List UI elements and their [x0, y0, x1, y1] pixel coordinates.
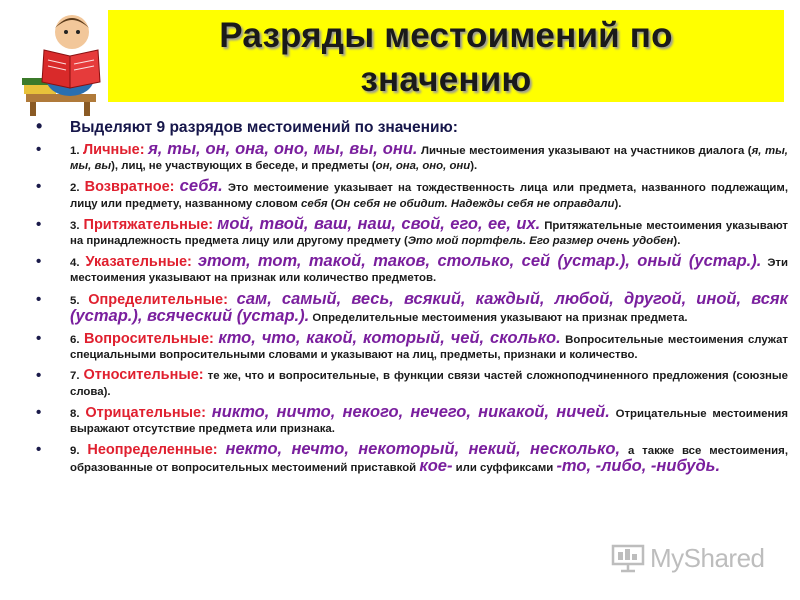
- description-text: те же, что и вопросительные, в функции связи частей сложноподчиненного предложения (союзные слова).: [70, 370, 788, 398]
- category-name: Вопросительные: [83, 331, 210, 348]
- category-examples: мой, твой, ваш, наш, свой, его, ее, их.: [217, 214, 541, 233]
- category-separator: :: [209, 331, 214, 348]
- description-text: Отрицательные местоимения выражают отсутствие предмета или признака.: [70, 407, 789, 436]
- category-description: [309, 312, 687, 324]
- example-italic: себя: [301, 197, 328, 210]
- description-text: ).: [673, 235, 681, 248]
- item-number: 3.: [70, 219, 80, 232]
- intro-text: Выделяют 9 разрядов местоимений по значению:: [70, 119, 458, 136]
- category-separator: :: [212, 442, 218, 459]
- category-separator: :: [223, 291, 228, 308]
- bullet-dot: •: [36, 290, 42, 308]
- description-text: Вопросительные местоимения служат специальными вопросительными словами и указывают на лиц, предметы, признаки и количество.: [70, 334, 788, 362]
- content-list: [36, 118, 788, 482]
- example-italic: Он себя не обидит. Надежды себя не оправдали: [334, 197, 615, 210]
- category-item: [36, 442, 788, 476]
- item-number: 7.: [70, 370, 80, 383]
- category-list: [36, 142, 788, 477]
- bullet-dot: •: [36, 253, 42, 271]
- category-separator: :: [169, 179, 175, 196]
- bullet-dot: •: [36, 441, 42, 459]
- bullet-dot: •: [36, 215, 42, 233]
- category-separator: :: [198, 367, 204, 384]
- intro-item: [36, 118, 788, 137]
- category-name: Личные: [83, 142, 140, 158]
- bullet-dot: •: [36, 367, 42, 385]
- category-separator: :: [201, 404, 206, 421]
- description-text: (: [327, 197, 335, 210]
- bullet-dot: •: [36, 116, 43, 136]
- category-examples: некто, нечто, некоторый, некий, несколько,: [225, 440, 621, 459]
- description-text: Личные местоимения указывают на участников диалога (: [417, 145, 752, 157]
- bullet-dot: •: [36, 178, 42, 196]
- presentation-icon: [610, 543, 646, 573]
- item-number: 8.: [70, 407, 80, 420]
- category-item: [36, 214, 788, 249]
- category-separator: :: [139, 142, 145, 158]
- category-description: [70, 182, 788, 209]
- category-name: Определительные: [88, 291, 224, 308]
- description-text: Это местоимение указывает на тождественность лица или предмета, названного подлежащим, лицу или предмету, названному словом: [70, 182, 788, 210]
- example-italic: он, она, оно, они: [375, 160, 471, 173]
- category-name: Отрицательные: [85, 404, 202, 421]
- bullet-dot: •: [36, 141, 42, 158]
- category-item: [36, 142, 788, 174]
- description-text: Притяжательные местоимения указывают на принадлежность предмета лицу или другому предмету (: [70, 219, 788, 248]
- item-number: 2.: [70, 182, 80, 195]
- category-item: [36, 179, 788, 211]
- category-name: Указательные: [85, 254, 188, 271]
- category-examples: сам, самый, весь, всякий, каждый, любой, другой, иной, всяк (устар.), всяческий (устар.).: [70, 289, 789, 325]
- category-separator: :: [208, 216, 214, 233]
- description-text: а также все местоимения, образованные от вопросительных местоимений приставкой: [70, 445, 788, 475]
- example-italic: Это мой портфель. Его размер очень удобен: [407, 235, 674, 248]
- category-name: Возвратное: [84, 179, 170, 196]
- description-text: ), лиц, не участвующих в беседе, и предметы (: [111, 160, 376, 173]
- category-name: Притяжательные: [83, 216, 209, 233]
- category-separator: :: [187, 254, 192, 271]
- slide-title: [108, 14, 784, 102]
- item-number: 9.: [70, 445, 80, 458]
- category-item: [36, 254, 788, 286]
- watermark-text: MyShared: [650, 542, 765, 573]
- title-line-1: Разряды местоимений по: [219, 16, 673, 55]
- item-number: 5.: [70, 294, 80, 307]
- item-number: 6.: [70, 334, 80, 347]
- description-text: ).: [614, 197, 622, 210]
- category-item: [36, 289, 789, 326]
- category-examples: этот, тот, такой, таков, столько, сей (устар.), оный (устар.).: [197, 252, 762, 271]
- category-examples: себя.: [179, 177, 223, 196]
- category-examples: я, ты, он, она, оно, мы, вы, они.: [148, 140, 418, 158]
- example-italic: -то, -либо, -нибудь.: [556, 457, 721, 476]
- bullet-dot: •: [36, 330, 42, 348]
- watermark: [610, 540, 780, 576]
- category-examples: никто, ничто, некого, нечего, никакой, ничей.: [211, 402, 610, 421]
- category-examples: кто, что, какой, который, чей, сколько.: [218, 329, 561, 348]
- bullet-dot: •: [36, 403, 42, 421]
- category-name: Неопределенные: [87, 442, 213, 459]
- description-text: Эти местоимения указывают на признак или количество предметов.: [70, 257, 788, 285]
- description-text: Определительные местоимения указывают на признак предмета.: [309, 311, 688, 324]
- example-italic: я, ты, мы, вы: [70, 145, 788, 173]
- category-item: [36, 368, 788, 399]
- item-number: 1.: [70, 145, 80, 157]
- example-italic: кое-: [419, 457, 453, 476]
- category-item: [36, 331, 788, 363]
- item-number: 4.: [70, 257, 80, 270]
- description-text: ).: [470, 160, 478, 173]
- description-text: или суффиксами: [452, 462, 557, 475]
- category-item: [36, 402, 789, 437]
- title-line-2: значению: [360, 60, 532, 99]
- category-name: Относительные: [83, 367, 199, 384]
- reading-person-icon: [18, 8, 118, 118]
